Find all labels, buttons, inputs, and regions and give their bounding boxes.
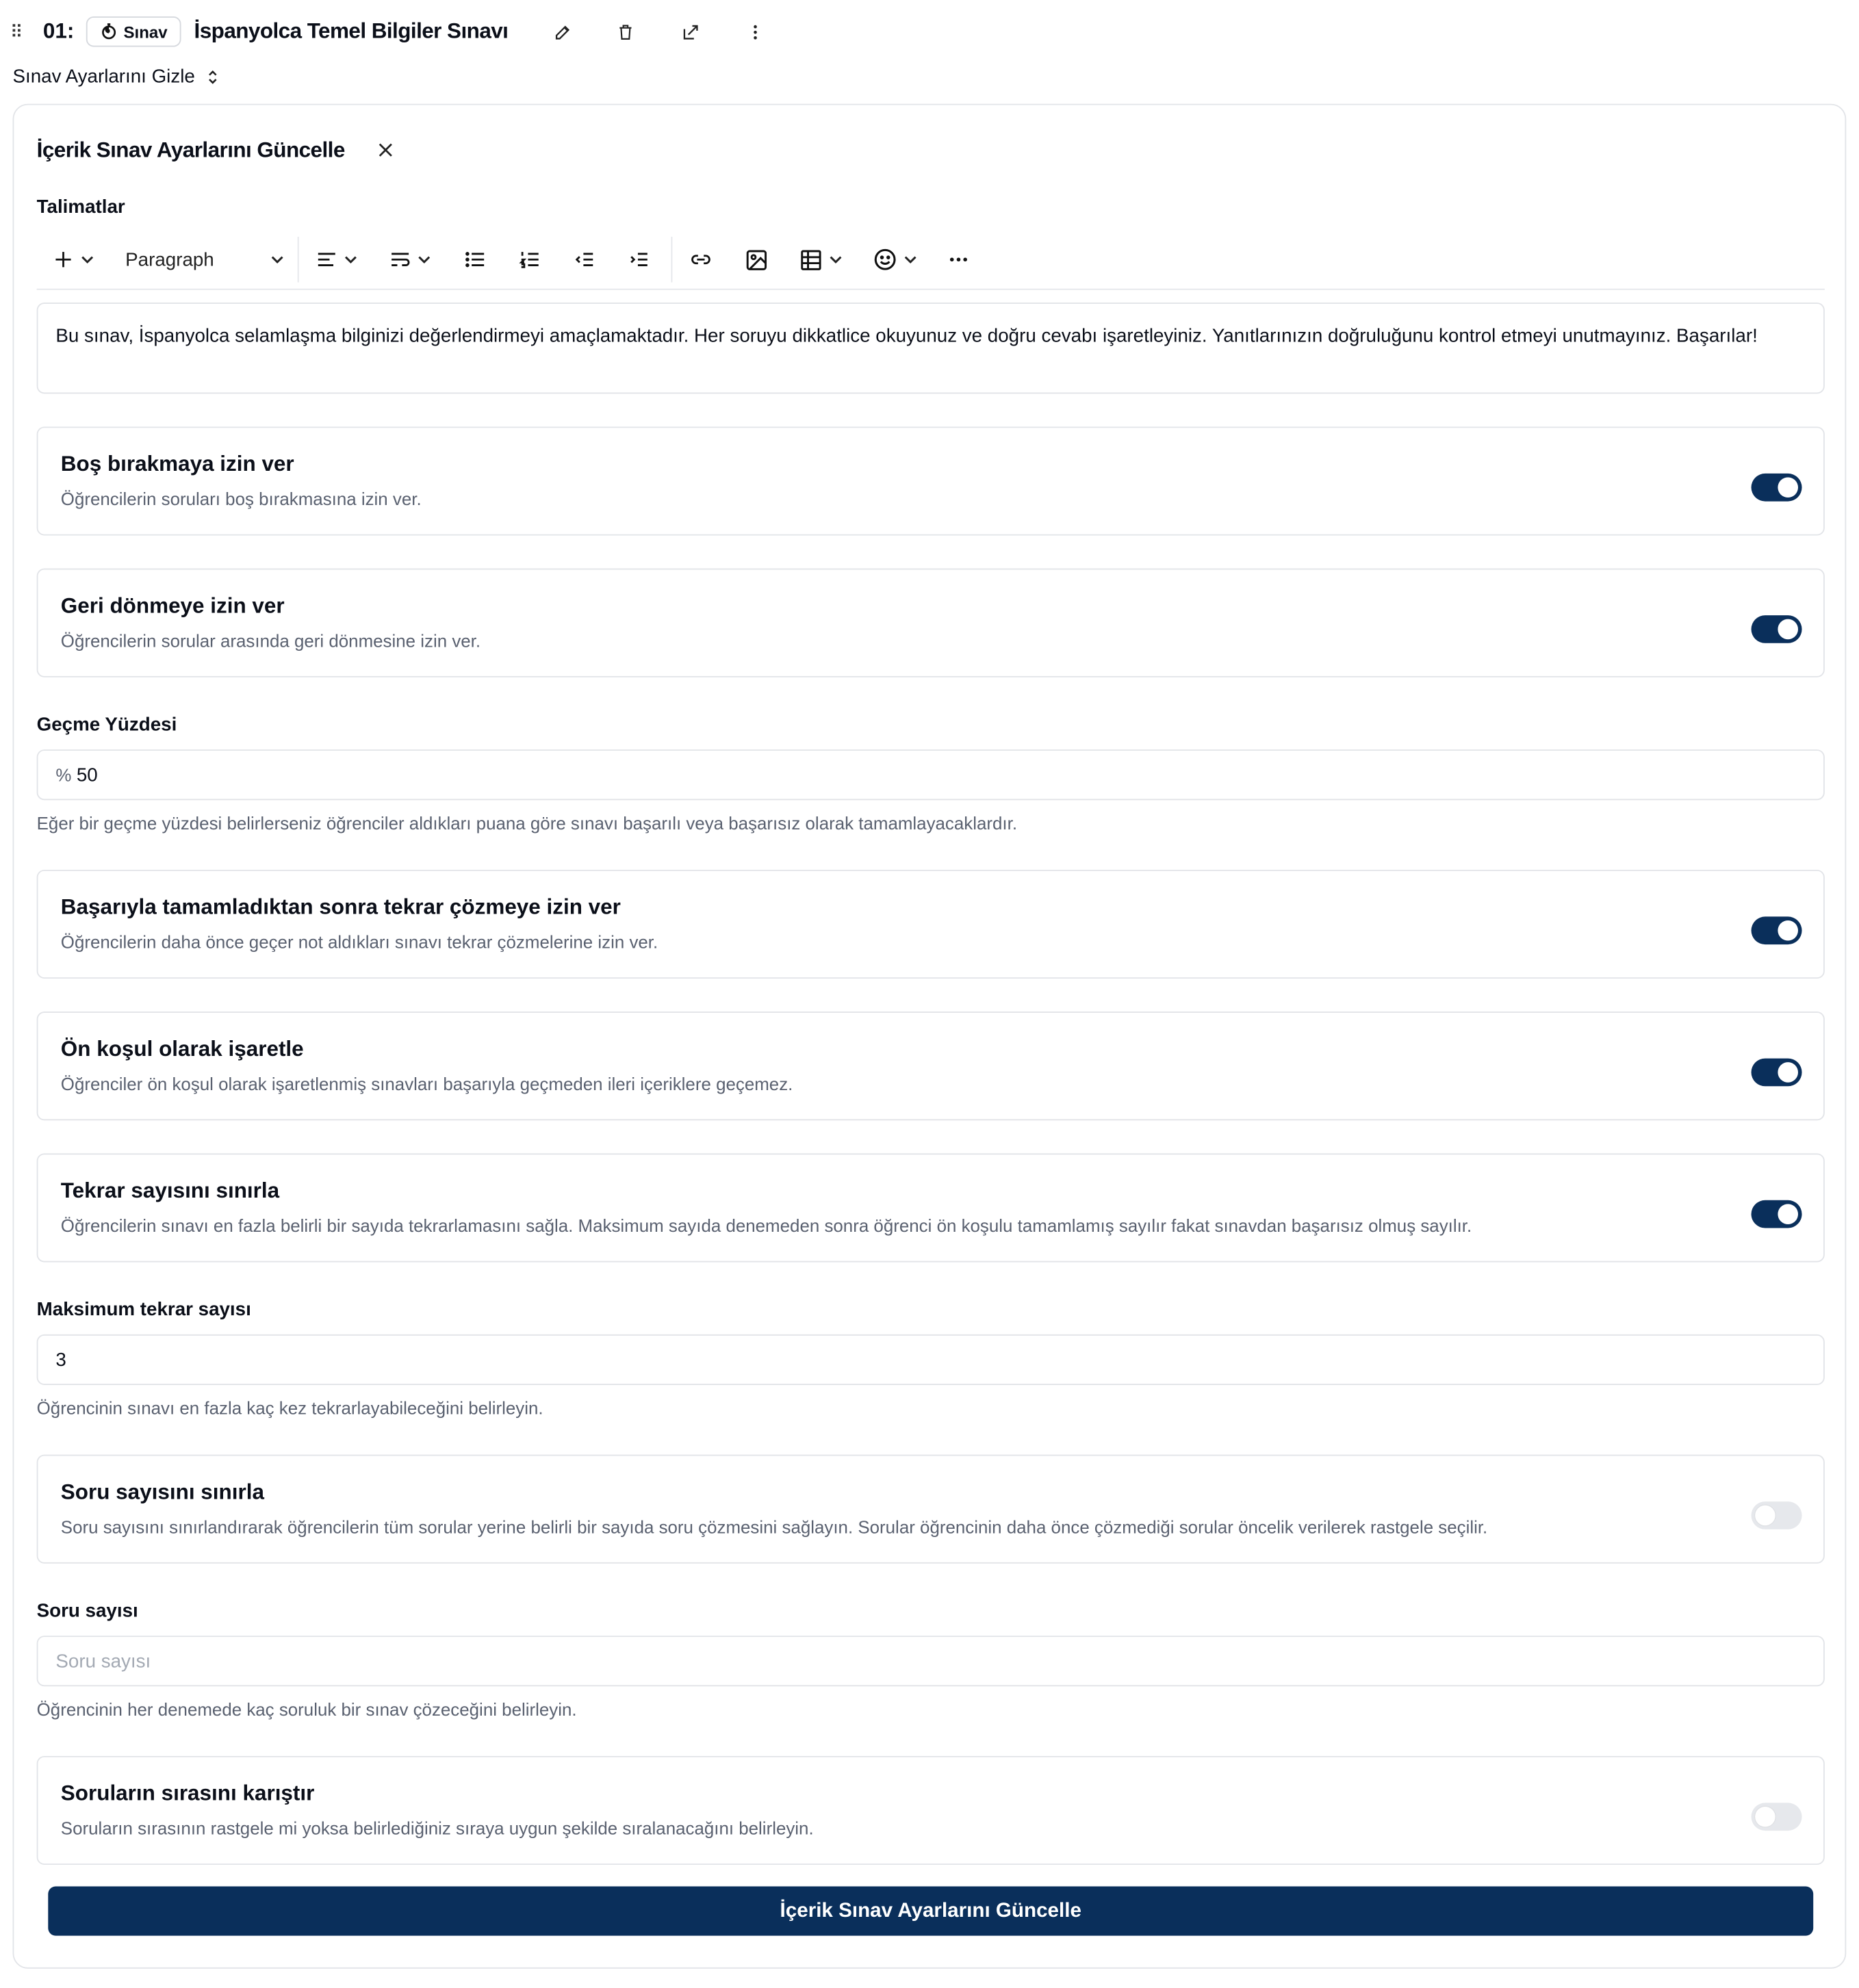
limit-questions-desc: Soru sayısını sınırlandırarak öğrencilerin tüm sorular yerine belirli bir sayıda soru çözmesini sağlayın. Sorular öğrencinin daha önce çözmediği sorular öncelik verilerek rastgele seçilir. [60, 1516, 1488, 1537]
more-horizontal-icon [946, 248, 971, 271]
question-count-placeholder: Soru sayısı [55, 1650, 151, 1672]
limit-questions-switch[interactable] [1752, 1501, 1802, 1529]
pass-percent-help: Eğer bir geçme yüzdesi belirlerseniz öğrenciler aldıkları puana göre sınavı başarılı veya başarısız olarak tamamlayacaklardır. [36, 812, 1018, 834]
pass-percent-input[interactable] [37, 749, 1825, 800]
more-options-button[interactable] [741, 18, 769, 46]
indent-icon [627, 248, 651, 271]
max-attempts-help: Öğrencinin sınavı en fazla kaç kez tekrarlayabileceğini belirleyin. [36, 1397, 543, 1418]
limit-attempts-switch[interactable] [1752, 1200, 1802, 1228]
allow-back-switch[interactable] [1752, 615, 1802, 643]
prerequisite-switch[interactable] [1752, 1059, 1802, 1087]
percent-prefix: % [55, 764, 72, 785]
align-button[interactable] [316, 229, 359, 290]
outdent-button[interactable] [572, 229, 596, 290]
max-attempts-value: 3 [55, 1349, 66, 1371]
pass-percent-value: 50 [76, 764, 98, 786]
plus-icon [52, 248, 75, 271]
insert-emoji-button[interactable] [873, 229, 919, 290]
type-badge [86, 16, 181, 47]
insert-block-button[interactable] [52, 229, 95, 290]
content-header [10, 13, 509, 51]
chevron-down-icon [828, 252, 843, 267]
switch-knob [1778, 1204, 1798, 1224]
pass-percent-label: Geçme Yüzdesi [36, 714, 177, 736]
close-panel-button[interactable] [372, 137, 398, 162]
max-attempts-label: Maksimum tekrar sayısı [36, 1299, 251, 1321]
allow-back-desc: Öğrencilerin sorular arasında geri dönmesine izin ver. [60, 630, 481, 651]
question-count-input[interactable] [37, 1636, 1825, 1686]
switch-knob [1778, 920, 1798, 941]
indent-button[interactable] [627, 229, 651, 290]
switch-knob [1755, 1506, 1775, 1526]
limit-questions-card [37, 1455, 1825, 1564]
limit-questions-title: Soru sayısını sınırla [60, 1480, 264, 1504]
block-type-value: Paragraph [125, 248, 214, 270]
shuffle-card [37, 1756, 1825, 1865]
instructions-label: Talimatlar [36, 196, 125, 218]
chevron-down-icon [343, 252, 358, 267]
chevron-up-down-icon [205, 68, 220, 86]
drag-handle-icon[interactable]: ⠿ [10, 21, 21, 42]
bullet-list-icon [463, 248, 487, 271]
allow-retake-title: Başarıyla tamamladıktan sonra tekrar çözmeye izin ver [60, 894, 621, 920]
instructions-editor[interactable]: Bu sınav, İspanyolca selamlaşma bilginizi değerlendirmeyi amaçlamaktadır. Her soruyu dikkatlice okuyunuz ve doğru cevabı işaretleyiniz. Yanıtlarınızın doğruluğunu kontrol etmeyi unutmayınız. Başarılar! [37, 302, 1825, 393]
allow-blank-card [37, 426, 1825, 535]
allow-blank-desc: Öğrencilerin soruları boş bırakmasına izin ver. [60, 489, 422, 509]
numbered-list-button[interactable] [518, 229, 542, 290]
allow-retake-card [37, 870, 1825, 979]
toolbar-divider [298, 237, 299, 283]
align-left-icon [316, 248, 338, 271]
switch-knob [1778, 619, 1798, 640]
text-wrap-icon [389, 248, 411, 271]
chevron-down-icon [80, 252, 95, 267]
numbered-list-icon [518, 248, 542, 271]
external-arrow-icon [680, 22, 700, 41]
allow-back-card [37, 569, 1825, 677]
more-vertical-icon [745, 22, 765, 41]
switch-knob [1778, 1062, 1798, 1083]
allow-blank-title: Boş bırakmaya izin ver [60, 452, 294, 476]
question-count-label: Soru sayısı [36, 1600, 138, 1622]
block-type-select[interactable] [125, 229, 285, 290]
table-icon [799, 248, 823, 272]
shuffle-switch[interactable] [1752, 1803, 1802, 1831]
limit-attempts-title: Tekrar sayısını sınırla [60, 1178, 280, 1203]
chevron-down-icon [903, 252, 918, 267]
more-tools-button[interactable] [946, 229, 971, 290]
allow-back-title: Geri dönmeye izin ver [60, 593, 285, 618]
text-wrap-button[interactable] [389, 229, 432, 290]
prerequisite-card [37, 1011, 1825, 1120]
bullet-list-button[interactable] [463, 229, 487, 290]
max-attempts-input[interactable] [37, 1334, 1825, 1385]
emoji-icon [873, 247, 898, 272]
trash-icon [617, 22, 634, 41]
editor-toolbar [37, 229, 1825, 290]
allow-blank-switch[interactable] [1752, 474, 1802, 502]
outdent-icon [572, 248, 596, 271]
insert-image-button[interactable] [745, 229, 769, 290]
shuffle-desc: Soruların sırasının rastgele mi yoksa belirlediğiniz sıraya uygun şekilde sıralanacağını belirleyin. [60, 1818, 814, 1839]
allow-retake-switch[interactable] [1752, 916, 1802, 944]
prerequisite-desc: Öğrenciler ön koşul olarak işaretlenmiş sınavları başarıyla geçmeden ileri içeriklere geçemez. [60, 1073, 793, 1094]
insert-link-button[interactable] [688, 229, 715, 290]
allow-retake-desc: Öğrencilerin daha önce geçer not aldıkları sınavı tekrar çözmelerine izin ver. [60, 931, 658, 953]
move-button[interactable] [676, 18, 704, 46]
type-badge-label: Sınav [123, 22, 168, 42]
close-icon [376, 141, 393, 157]
insert-table-button[interactable] [799, 229, 843, 290]
delete-button[interactable] [612, 18, 640, 46]
chevron-down-icon [270, 252, 285, 267]
quiz-settings-panel [13, 104, 1847, 1969]
question-count-help: Öğrencinin her denemede kaç soruluk bir sınav çözeceğini belirleyin. [36, 1699, 577, 1720]
content-title: İspanyolca Temel Bilgiler Sınavı [194, 18, 509, 43]
update-settings-button[interactable]: İçerik Sınav Ayarlarını Güncelle [48, 1887, 1813, 1936]
toolbar-divider [671, 237, 673, 283]
switch-knob [1778, 477, 1798, 498]
shuffle-title: Soruların sırasını karıştır [60, 1781, 315, 1806]
limit-attempts-desc: Öğrencilerin sınavı en fazla belirli bir sayıda tekrarlamasını sağla. Maksimum sayıda denemeden sonra öğrenci ön koşulu tamamlamış sayılır fakat sınavdan başarısız olmuş sayılır. [60, 1215, 1472, 1236]
hide-settings-toggle[interactable] [13, 66, 220, 87]
panel-title: İçerik Sınav Ayarlarını Güncelle [36, 138, 345, 162]
stopwatch-icon [99, 23, 117, 40]
prerequisite-title: Ön koşul olarak işaretle [60, 1037, 304, 1061]
hide-settings-label: Sınav Ayarlarını Gizle [12, 66, 195, 88]
content-number: 01: [42, 18, 75, 43]
image-icon [745, 248, 769, 272]
limit-attempts-card [37, 1153, 1825, 1262]
edit-button[interactable] [548, 18, 576, 46]
pencil-icon [553, 22, 572, 41]
link-icon [688, 248, 715, 271]
switch-knob [1755, 1807, 1775, 1827]
chevron-down-icon [417, 252, 432, 267]
